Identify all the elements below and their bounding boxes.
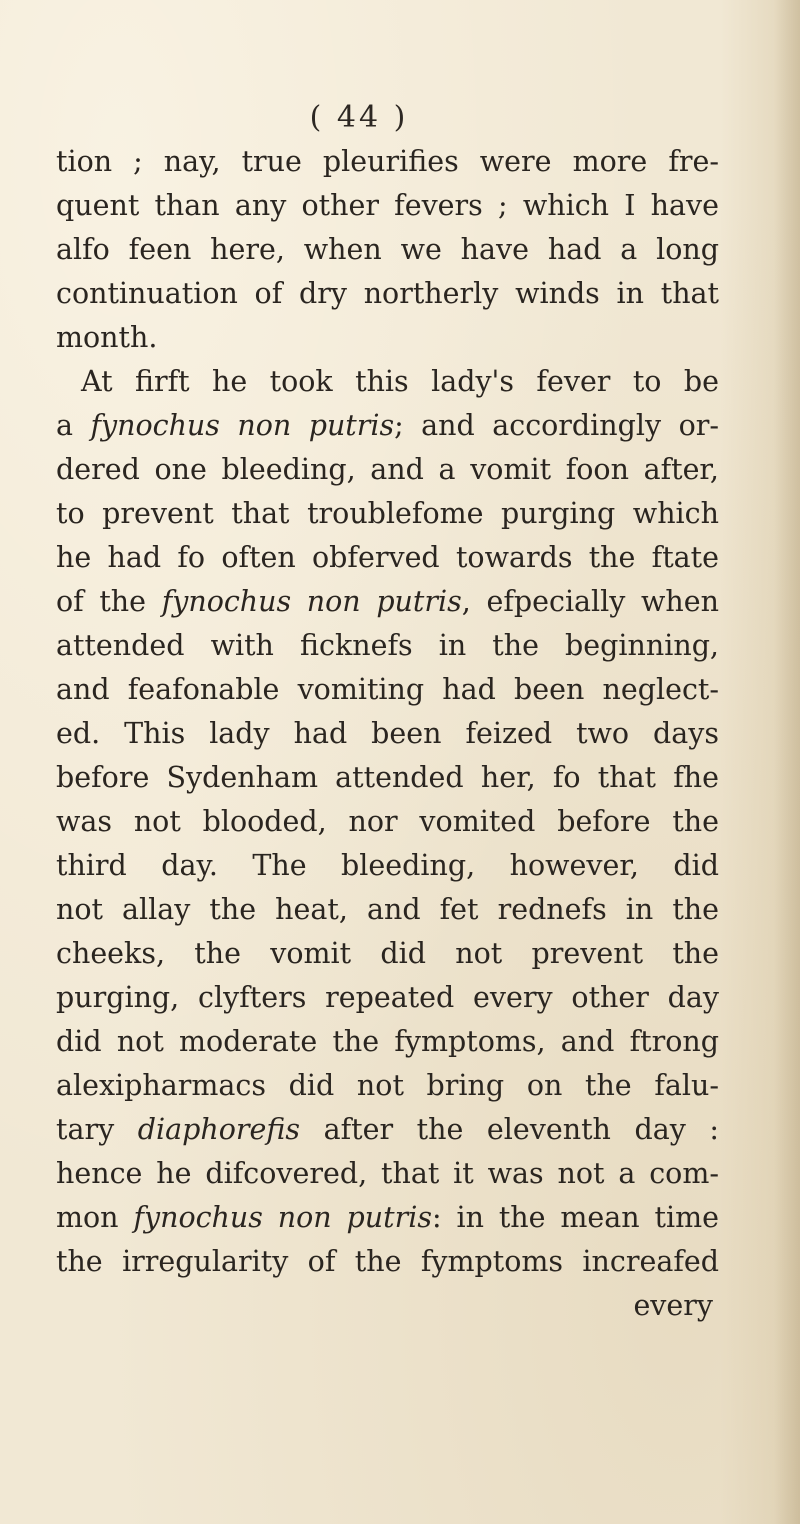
text-line — [56, 756, 719, 800]
text-run: hence he difcovered, that it was not a com- — [56, 1157, 719, 1190]
italic-phrase: fynochus non putris — [133, 1201, 432, 1234]
italic-phrase: diaphorefis — [137, 1113, 300, 1146]
text-run: month. — [56, 321, 158, 354]
text-run: ; and accordingly or- — [394, 409, 719, 442]
text-run: tary — [56, 1113, 138, 1146]
text-line — [56, 1240, 719, 1284]
text-line — [56, 1064, 719, 1108]
text-line — [56, 1020, 719, 1064]
body-text — [56, 140, 756, 1328]
text-run: At firft he took this lady's fever to be — [81, 365, 719, 398]
text-run: dered one bleeding, and a vomit foon after, — [56, 453, 719, 486]
text-line — [56, 1196, 719, 1240]
text-line — [56, 932, 719, 976]
catchword: every — [633, 1289, 713, 1322]
text-run: mon — [56, 1201, 134, 1234]
page-number-header: ( 44 ) — [309, 100, 409, 135]
text-run: he had fo often obferved towards the ftate — [56, 541, 719, 574]
text-line — [56, 448, 719, 492]
text-run: of the — [56, 585, 162, 618]
text-line — [56, 800, 719, 844]
text-run: purging, clyfters repeated every other day — [56, 981, 719, 1014]
text-line — [56, 404, 719, 448]
text-run: the irregularity of the fymptoms increafed — [56, 1245, 719, 1278]
text-run: after the eleventh day : — [300, 1113, 719, 1146]
text-line — [56, 492, 719, 536]
text-line — [56, 228, 719, 272]
text-run: , efpecially when — [461, 585, 720, 618]
text-line — [56, 844, 719, 888]
text-run: not allay the heat, and fet rednefs in the — [56, 893, 719, 926]
text-run: to prevent that troublefome purging which — [56, 497, 719, 530]
text-run: and feafonable vomiting had been neglect- — [56, 673, 719, 706]
italic-phrase: fynochus non putris — [90, 409, 395, 442]
text-run: alfo feen here, when we have had a long — [56, 233, 719, 266]
text-run: a — [56, 409, 91, 442]
text-line — [56, 536, 719, 580]
italic-phrase: fynochus non putris — [161, 585, 462, 618]
text-line — [56, 184, 719, 228]
text-run: tion ; nay, true pleurifies were more fre- — [56, 145, 719, 178]
text-line — [56, 712, 719, 756]
text-line — [56, 580, 719, 624]
text-line — [56, 668, 719, 712]
text-run: before Sydenham attended her, fo that fhe — [56, 761, 719, 794]
text-run: third day. The bleeding, however, did — [56, 849, 719, 882]
text-run: quent than any other fevers ; which I have — [56, 189, 719, 222]
text-run: did not moderate the fymptoms, and ftrong — [56, 1025, 719, 1058]
text-line — [56, 360, 719, 404]
text-run: : in the mean time — [431, 1201, 719, 1234]
text-line — [56, 1152, 719, 1196]
text-run: attended with ficknefs in the beginning, — [56, 629, 719, 662]
text-run: ed. This lady had been feized two days — [56, 717, 719, 750]
text-line — [56, 624, 719, 668]
text-run: cheeks, the vomit did not prevent the — [56, 937, 719, 970]
text-line — [56, 316, 719, 360]
text-run: continuation of dry northerly winds in that — [56, 277, 719, 310]
text-line — [56, 272, 719, 316]
text-run: alexipharmacs did not bring on the falu- — [56, 1069, 719, 1102]
text-line — [56, 888, 719, 932]
page-edge-shadow — [774, 0, 800, 1524]
text-line — [56, 976, 719, 1020]
text-line — [56, 1108, 719, 1152]
text-run: was not blooded, nor vomited before the — [56, 805, 719, 838]
text-line — [56, 140, 719, 184]
